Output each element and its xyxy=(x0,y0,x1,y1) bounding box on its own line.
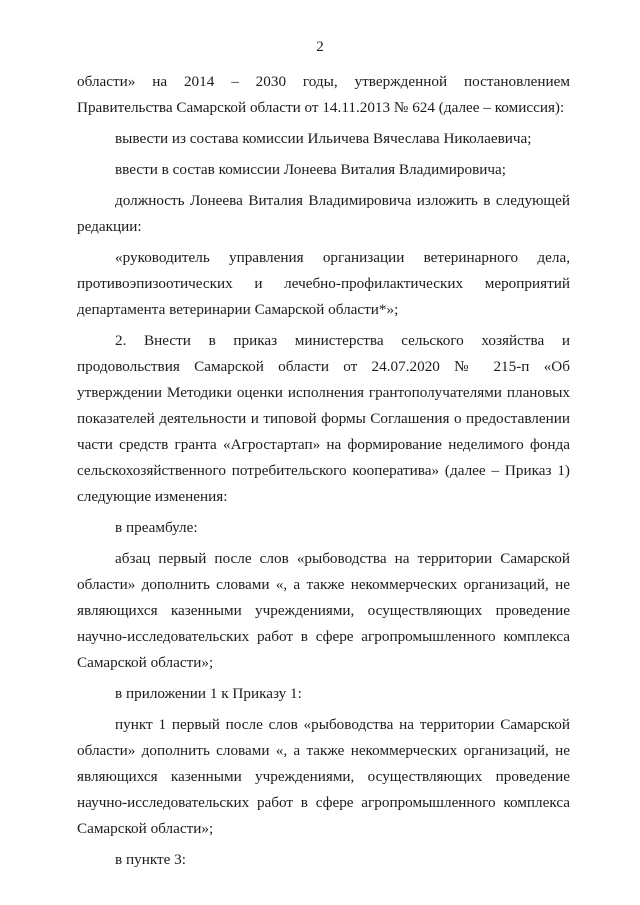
text-line: департамента ветеринарии Самарской области*»; xyxy=(77,301,399,318)
text-line: продовольствия Самарской области от 24.07.2020 № 215-п «Об xyxy=(77,358,570,375)
text-line: в преамбуле: xyxy=(115,519,198,536)
text-line: абзац первый после слов «рыбоводства на территории Самарской xyxy=(115,550,570,567)
text-line: части средств гранта «Агростартап» на формирование неделимого фонда xyxy=(77,436,570,453)
text-line: Правительства Самарской области от 14.11.2013 № 624 (далее – комиссия): xyxy=(77,99,565,116)
text-line: являющихся казенными учреждениями, осуществляющих проведение xyxy=(77,768,570,785)
text-line: редакции: xyxy=(77,218,142,235)
text-line: Самарской области»; xyxy=(77,654,214,671)
text-line: вывести из состава комиссии Ильичева Вячеслава Николаевича; xyxy=(115,130,532,147)
text-line: сельскохозяйственного потребительского кооператива» (далее – Приказ 1) xyxy=(77,462,570,479)
page-number: 2 xyxy=(316,39,324,55)
text-line: должность Лонеева Виталия Владимировича изложить в следующей xyxy=(115,192,570,209)
paragraph-appendix-1 xyxy=(77,681,570,707)
text-line: пункт 1 первый после слов «рыбоводства на территории Самарской xyxy=(115,716,570,733)
paragraph-add-member xyxy=(77,157,570,183)
text-line: противоэпизоотических и лечебно-профилактических мероприятий xyxy=(77,275,570,292)
text-line: 2. Внести в приказ министерства сельского хозяйства и xyxy=(115,332,570,349)
text-line: в приложении 1 к Приказу 1: xyxy=(115,685,302,702)
paragraph-commission-reference xyxy=(77,69,570,121)
paragraph-item-2 xyxy=(77,328,570,510)
text-line: утверждении Методики оценки исполнения грантополучателями плановых xyxy=(77,384,570,401)
text-line: следующие изменения: xyxy=(77,488,228,505)
text-line: области» на 2014 – 2030 годы, утвержденной постановлением xyxy=(77,73,570,90)
paragraph-position-wording xyxy=(77,188,570,240)
document-body xyxy=(77,69,570,873)
text-line: в пункте 3: xyxy=(115,851,186,868)
text-line: показателей деятельности и типовой формы Соглашения о предоставлении xyxy=(77,410,570,427)
paragraph-point-3 xyxy=(77,847,570,873)
paragraph-remove-member xyxy=(77,126,570,152)
paragraph-point-1-amendment xyxy=(77,712,570,842)
text-line: ввести в состав комиссии Лонеева Виталия Владимировича; xyxy=(115,161,507,178)
paragraph-position-title xyxy=(77,245,570,323)
text-line: области» дополнить словами «, а также некоммерческих организаций, не xyxy=(77,576,570,593)
paragraph-preamble-amendment xyxy=(77,546,570,676)
text-line: являющихся казенными учреждениями, осуществляющих проведение xyxy=(77,602,570,619)
text-line: «руководитель управления организации ветеринарного дела, xyxy=(115,249,570,266)
text-line: области» дополнить словами «, а также некоммерческих организаций, не xyxy=(77,742,570,759)
text-line: научно-исследовательских работ в сфере агропромышленного комплекса xyxy=(77,628,570,645)
text-line: Самарской области»; xyxy=(77,820,214,837)
paragraph-preamble xyxy=(77,515,570,541)
text-line: научно-исследовательских работ в сфере агропромышленного комплекса xyxy=(77,794,570,811)
